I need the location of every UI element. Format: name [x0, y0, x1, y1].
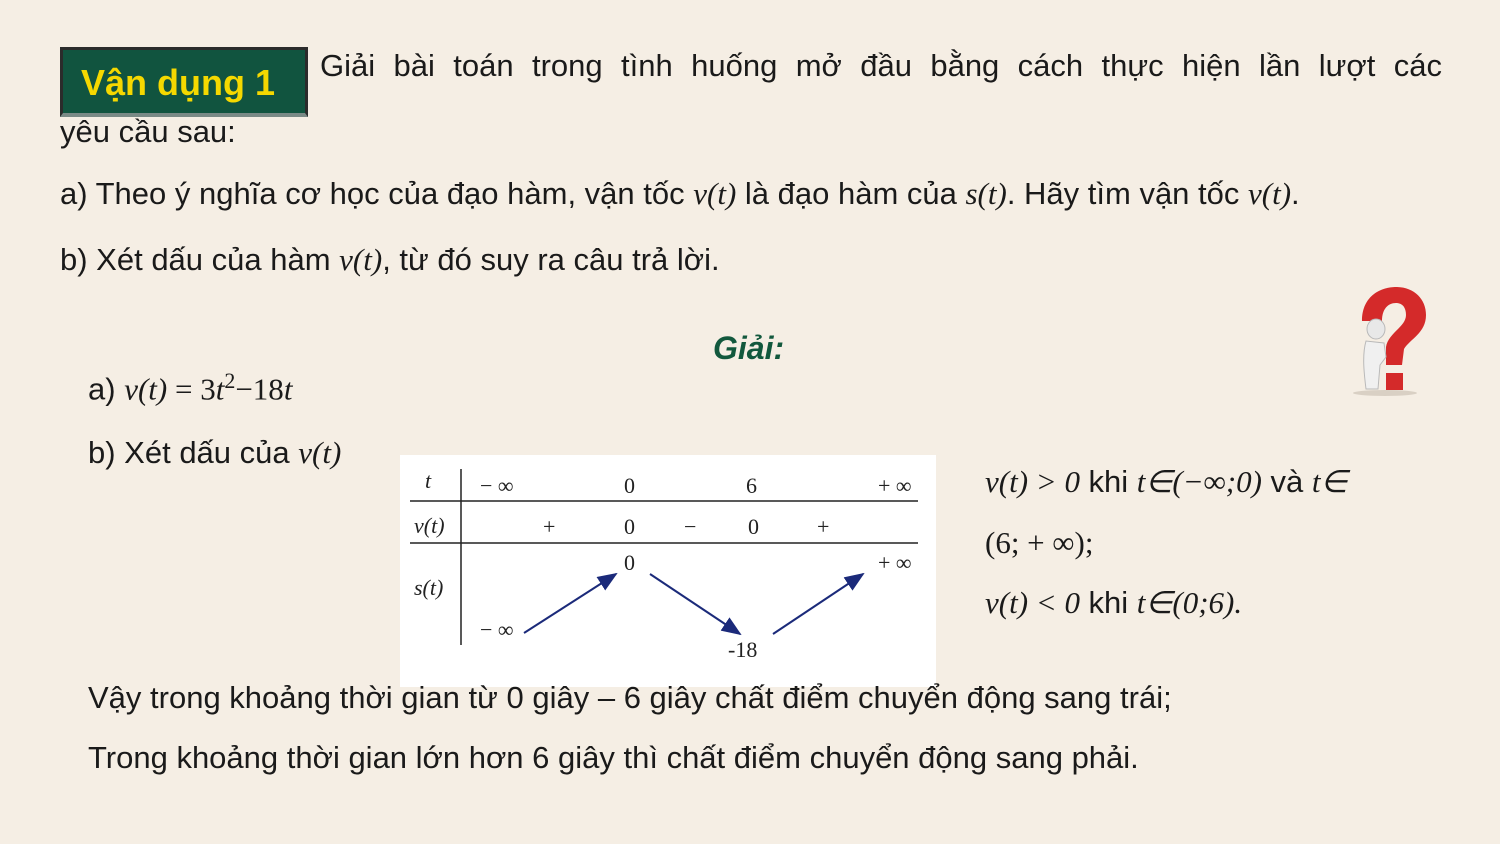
condition-3 — [985, 585, 1242, 621]
task-a-v: v(t) — [693, 176, 737, 211]
s-bottom-min: -18 — [728, 637, 758, 662]
condition-1-math-2: t∈(−∞;0) — [1136, 464, 1262, 499]
badge — [60, 47, 308, 117]
condition-3-khi: khi — [1079, 585, 1137, 620]
conclusion-line-2: Trong khoảng thời gian lớn hơn 6 giây thì chất điểm chuyển động sang phải. — [88, 740, 1139, 775]
intro-line-2: yêu cầu sau: — [60, 114, 236, 149]
badge-label: Vận dụng 1 — [81, 62, 276, 103]
condition-1-math-3: t∈ — [1311, 464, 1348, 499]
v-zero-1: 0 — [624, 514, 635, 539]
intro-line-1: Giải bài toán trong tình huống mở đầu bằng cách thực hiện lần lượt các — [320, 48, 1442, 83]
task-b-text-2: , từ đó suy ra câu trả lời. — [382, 242, 720, 277]
sign-table — [400, 455, 936, 687]
row-v-label: v(t) — [414, 513, 445, 538]
task-a-v2: v(t) — [1248, 176, 1292, 211]
solution-a-prefix: a) — [88, 371, 125, 407]
t-value-6: 6 — [746, 473, 757, 498]
solution-a-lhs: v(t) — [124, 371, 168, 407]
condition-1-khi: khi — [1079, 464, 1137, 499]
arrow-increase-1 — [524, 574, 616, 633]
row-s-label: s(t) — [414, 575, 444, 600]
task-a-s: s(t) — [965, 176, 1007, 211]
solution-heading: Giải: — [713, 330, 785, 366]
condition-3-math-2: t∈(0;6). — [1136, 585, 1243, 620]
task-a-text-4: . — [1291, 176, 1300, 211]
v-sign-2: − — [684, 514, 697, 539]
solution-a-eq: = 3 — [167, 371, 216, 407]
condition-1-math-1: v(t) > 0 — [985, 464, 1080, 499]
condition-2-math: (6; + ∞); — [985, 525, 1094, 560]
s-top-right: + ∞ — [878, 550, 912, 575]
solution-b — [88, 435, 341, 471]
arrow-decrease — [650, 574, 740, 634]
condition-1 — [985, 464, 1348, 500]
conclusion-line-1: Vậy trong khoảng thời gian từ 0 giây – 6 giây chất điểm chuyển động sang trái; — [88, 680, 1172, 715]
solution-b-v: v(t) — [298, 435, 342, 470]
task-b-text-1: b) Xét dấu của hàm — [60, 242, 340, 277]
t-value-pos-inf: + ∞ — [878, 473, 912, 498]
t-value-0: 0 — [624, 473, 635, 498]
v-sign-3: + — [817, 514, 830, 539]
task-a-text-1: a) Theo ý nghĩa cơ học của đạo hàm, vận tốc — [60, 176, 694, 211]
v-zero-2: 0 — [748, 514, 759, 539]
task-a — [60, 176, 1300, 212]
question-mark-person-icon — [1340, 285, 1430, 397]
solution-a — [88, 368, 292, 407]
condition-2 — [985, 525, 1093, 561]
s-bottom-left: − ∞ — [480, 617, 514, 642]
solution-a-exponent: 2 — [224, 368, 236, 393]
solution-a-t: t — [215, 371, 225, 407]
arrow-increase-2 — [773, 574, 863, 634]
s-top-mid: 0 — [624, 550, 635, 575]
task-a-text-2: là đạo hàm của — [736, 176, 966, 211]
t-value-neg-inf: − ∞ — [480, 473, 514, 498]
task-b-v: v(t) — [339, 242, 383, 277]
v-sign-1: + — [543, 514, 556, 539]
task-a-text-3: . Hãy tìm vận tốc — [1006, 176, 1249, 211]
solution-b-prefix: b) Xét dấu của — [88, 435, 299, 470]
row-t-label: t — [425, 468, 432, 493]
condition-1-va: và — [1261, 464, 1312, 499]
condition-3-math-1: v(t) < 0 — [985, 585, 1080, 620]
solution-a-rest: −18 — [235, 371, 284, 407]
solution-a-t2: t — [283, 371, 293, 407]
task-b — [60, 242, 720, 278]
